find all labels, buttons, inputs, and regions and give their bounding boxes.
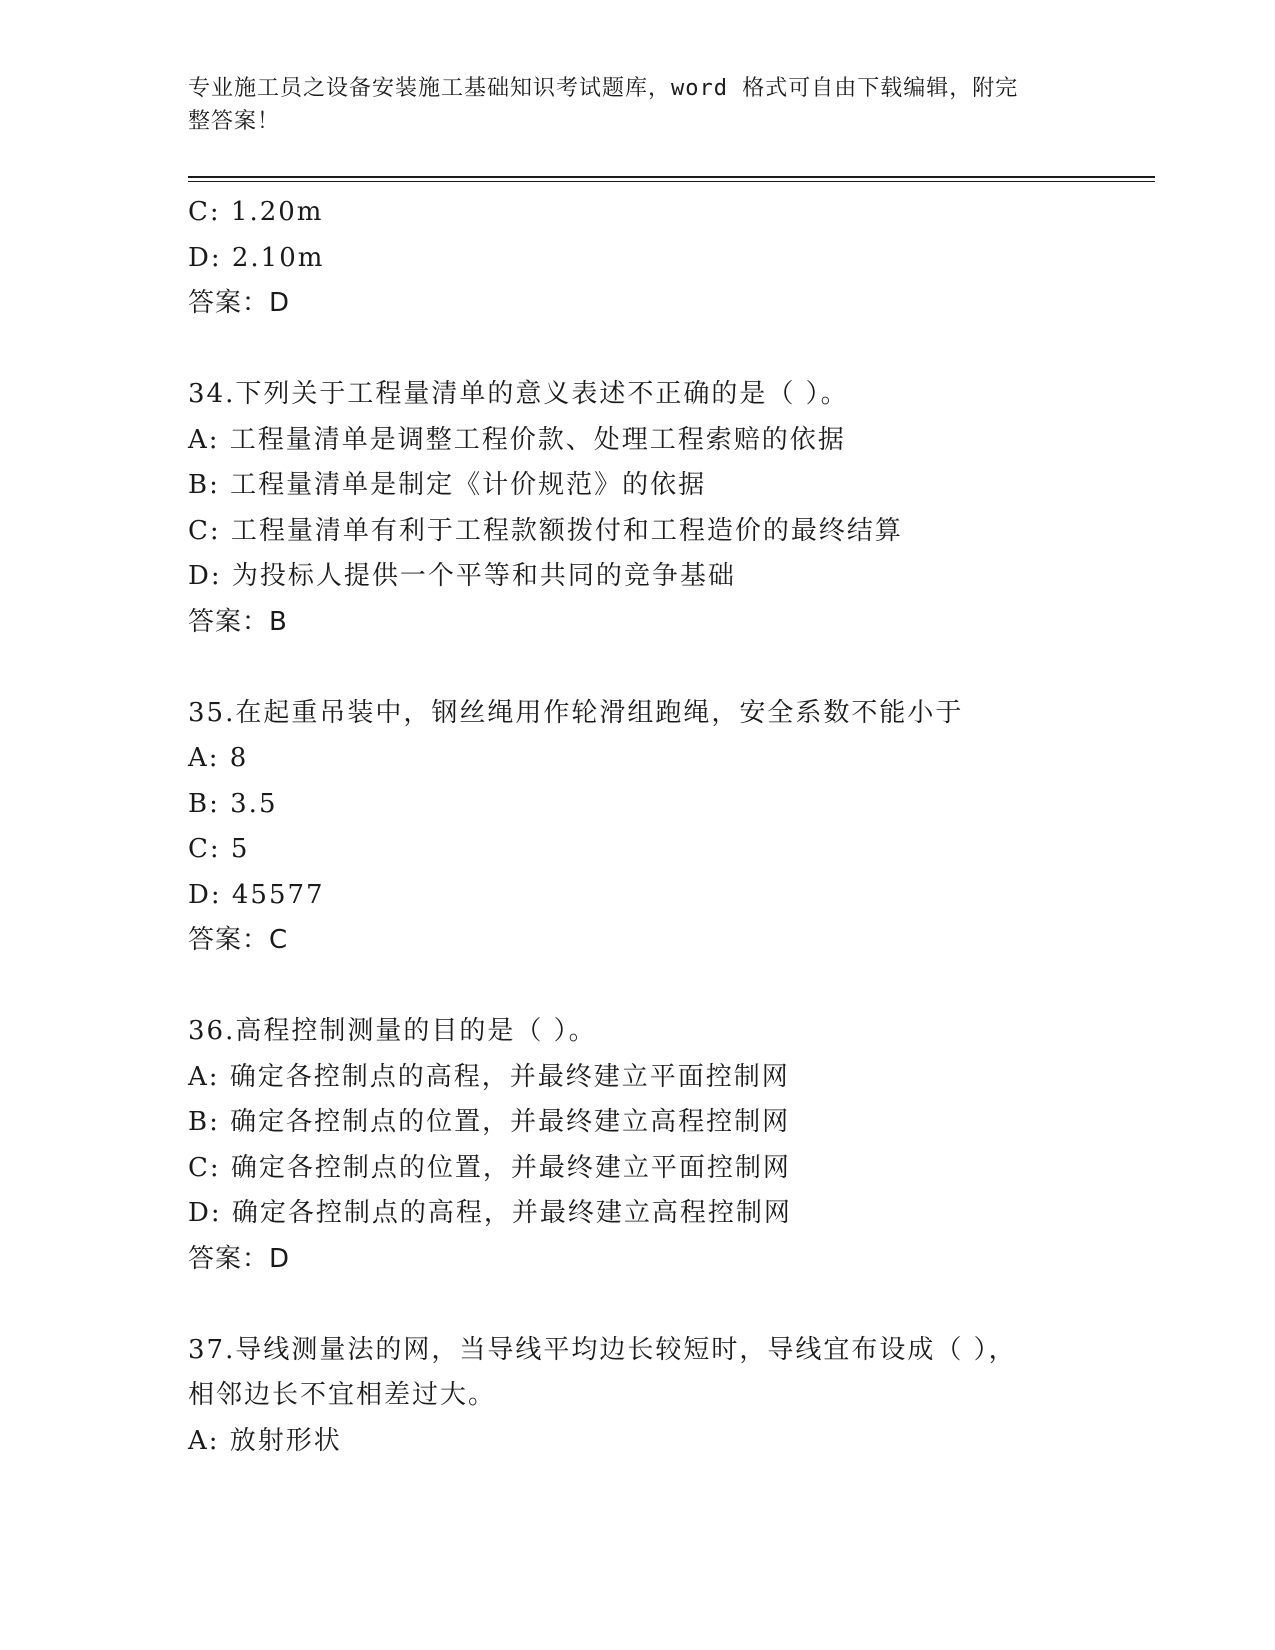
answer-line: 答案：C (188, 925, 289, 955)
header-divider-thick (188, 176, 1155, 178)
option-a: A: 确定各控制点的高程，并最终建立平面控制网 (188, 1061, 790, 1092)
spacer (188, 1282, 1088, 1328)
option-c: C: 1.20m (188, 197, 324, 227)
question-text: 34.下列关于工程量清单的意义表述不正确的是（ ）。 (188, 379, 849, 409)
option-c: C: 5 (188, 834, 250, 864)
question-list (188, 190, 1088, 1464)
question-37 (188, 1328, 1088, 1465)
option-b: B: 3.5 (188, 788, 278, 819)
header-line-1: 专业施工员之设备安装施工基础知识考试题库，word 格式可自由下载编辑，附完 (188, 76, 1019, 101)
option-c: C: 工程量清单有利于工程款额拨付和工程造价的最终结算 (188, 515, 903, 546)
answer-line: 答案：B (188, 606, 288, 637)
option-c: C: 确定各控制点的位置，并最终建立平面控制网 (188, 1152, 791, 1183)
option-a: A: 放射形状 (188, 1425, 342, 1456)
option-d: D: 确定各控制点的高程，并最终建立高程控制网 (188, 1198, 792, 1228)
answer-line: 答案：D (188, 288, 291, 318)
spacer (188, 645, 1088, 691)
question-text: 36.高程控制测量的目的是（ ）。 (188, 1016, 597, 1046)
question-34 (188, 372, 1088, 645)
question-text-line-1: 37.导线测量法的网，当导线平均边长较短时，导线宜布设成（ ）， (188, 1334, 1017, 1365)
option-d: D: 45577 (188, 879, 325, 910)
document-header (188, 72, 1068, 138)
option-b: B: 工程量清单是制定《计价规范》的依据 (188, 470, 707, 500)
spacer (188, 327, 1088, 373)
header-divider-thin (188, 181, 1155, 182)
option-d: D: 为投标人提供一个平等和共同的竞争基础 (188, 561, 736, 591)
option-a: A: 8 (188, 743, 249, 773)
option-d: D: 2.10m (188, 242, 325, 273)
spacer (188, 964, 1088, 1010)
question-33-tail (188, 190, 1088, 327)
question-36 (188, 1009, 1088, 1282)
question-text-line-2: 相邻边长不宜相差过大。 (188, 1380, 497, 1410)
answer-line: 答案：D (188, 1243, 291, 1274)
header-line-2: 整答案！ (188, 109, 281, 134)
question-35 (188, 691, 1088, 964)
question-text: 35.在起重吊装中，钢丝绳用作轮滑组跑绳，安全系数不能小于 (188, 697, 964, 728)
option-a: A: 工程量清单是调整工程价款、处理工程索赔的依据 (188, 424, 846, 455)
option-b: B: 确定各控制点的位置，并最终建立高程控制网 (188, 1107, 791, 1137)
